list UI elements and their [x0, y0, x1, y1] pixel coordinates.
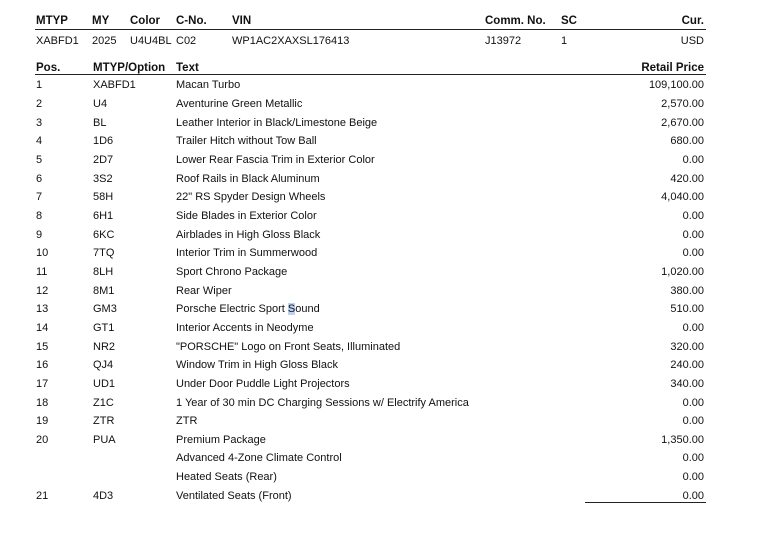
- row-pos: 7: [36, 191, 43, 203]
- row-option-code: QJ4: [93, 359, 114, 371]
- row-option-code: 1D6: [93, 135, 114, 147]
- row-option-code: 7TQ: [93, 247, 115, 259]
- label-comm-no: Comm. No.: [485, 15, 546, 27]
- row-pos: 5: [36, 154, 43, 166]
- row-price: 109,100.00: [648, 79, 704, 91]
- value-sc: 1: [561, 35, 568, 47]
- row-text: Window Trim in High Gloss Black: [176, 359, 338, 371]
- row-price: 320.00: [670, 341, 704, 353]
- row-option-code: 3S2: [93, 173, 113, 185]
- row-price: 0.00: [682, 471, 704, 483]
- row-text: Trailer Hitch without Tow Ball: [176, 135, 317, 147]
- row-text: 1 Year of 30 min DC Charging Sessions w/ Electrify America: [176, 397, 469, 409]
- row-price: 420.00: [670, 173, 704, 185]
- row-price: 510.00: [670, 303, 704, 315]
- row-pos: 11: [36, 266, 48, 278]
- row-price: 0.00: [682, 490, 704, 502]
- label-color: Color: [130, 15, 161, 27]
- row-text: Lower Rear Fascia Trim in Exterior Color: [176, 154, 375, 166]
- row-option-code: 8M1: [93, 285, 115, 297]
- value-currency: USD: [680, 35, 704, 47]
- row-text-with-selection[interactable]: [176, 303, 320, 316]
- row-option-code: PUA: [93, 434, 116, 446]
- label-mtyp: MTYP: [36, 15, 68, 27]
- row-pos: 4: [36, 135, 43, 147]
- row-text: Airblades in High Gloss Black: [176, 229, 321, 241]
- row-text: Heated Seats (Rear): [176, 471, 277, 483]
- row-text: Rear Wiper: [176, 285, 232, 297]
- row-pos: 14: [36, 322, 49, 334]
- row-option-code: 6KC: [93, 229, 115, 241]
- row-text: Leather Interior in Black/Limestone Beige: [176, 117, 378, 129]
- row-option-code: GT1: [93, 322, 115, 334]
- row-pos: 9: [36, 229, 43, 241]
- value-mtyp: XABFD1: [36, 35, 79, 47]
- value-comm-no: J13972: [485, 35, 522, 47]
- row-text: "PORSCHE" Logo on Front Seats, Illuminated: [176, 341, 401, 353]
- row-option-code: GM3: [93, 303, 117, 315]
- row-pos: 8: [36, 210, 43, 222]
- row-text: Side Blades in Exterior Color: [176, 210, 317, 222]
- row-text: Aventurine Green Metallic: [176, 98, 303, 110]
- row-price: 1,350.00: [661, 434, 704, 446]
- subtotal-rule: [585, 502, 706, 503]
- row-text: Sport Chrono Package: [176, 266, 288, 278]
- row-price: 680.00: [670, 135, 704, 147]
- label-cno: C-No.: [176, 15, 207, 27]
- row-price: 1,020.00: [661, 266, 704, 278]
- row-pos: 12: [36, 285, 49, 297]
- row-price: 2,670.00: [661, 117, 704, 129]
- row-pos: 13: [36, 303, 49, 315]
- value-color: U4U4BL: [130, 35, 172, 47]
- row-pos: 20: [36, 434, 49, 446]
- row-option-code: 6H1: [93, 210, 114, 222]
- row-pos: 1: [36, 79, 43, 91]
- row-price: 380.00: [670, 285, 704, 297]
- row-option-code: ZTR: [93, 415, 115, 427]
- row-option-code: NR2: [93, 341, 116, 353]
- row-pos: 19: [36, 415, 49, 427]
- row-pos: 16: [36, 359, 49, 371]
- row-option-code: UD1: [93, 378, 116, 390]
- row-option-code: 58H: [93, 191, 114, 203]
- row-text: Macan Turbo: [176, 79, 241, 91]
- row-price: 0.00: [682, 415, 704, 427]
- row-option-code: 2D7: [93, 154, 114, 166]
- row-text: Advanced 4-Zone Climate Control: [176, 452, 342, 464]
- row-option-code: 8LH: [93, 266, 114, 278]
- column-pos: Pos.: [36, 62, 61, 74]
- row-pos: 17: [36, 378, 49, 390]
- row-text: ZTR: [176, 415, 198, 427]
- row-pos: 18: [36, 397, 49, 409]
- row-price: 4,040.00: [661, 191, 704, 203]
- row-price: 0.00: [682, 229, 704, 241]
- row-option-code: XABFD1: [93, 79, 136, 91]
- row-text: Premium Package: [176, 434, 266, 446]
- table-header-rule: [35, 74, 706, 75]
- column-text: Text: [176, 62, 199, 74]
- row-price: 0.00: [682, 452, 704, 464]
- row-text: Roof Rails in Black Aluminum: [176, 173, 320, 185]
- row-pos: 3: [36, 117, 43, 129]
- row-price: 2,570.00: [661, 98, 704, 110]
- row-text: Ventilated Seats (Front): [176, 490, 292, 502]
- row-price: 340.00: [670, 378, 704, 390]
- row-price: 0.00: [682, 322, 704, 334]
- value-my: 2025: [92, 35, 117, 47]
- column-option-code: MTYP/Option: [93, 62, 166, 74]
- row-pos: 10: [36, 247, 49, 259]
- value-vin: WP1AC2XAXSL176413: [232, 35, 350, 47]
- row-option-code: 4D3: [93, 490, 114, 502]
- column-retail-price: Retail Price: [641, 62, 704, 74]
- row-text-part: ound: [295, 303, 320, 315]
- label-currency: Cur.: [681, 15, 704, 27]
- row-price: 0.00: [682, 247, 704, 259]
- label-my: MY: [92, 15, 110, 27]
- header-rule: [35, 29, 706, 30]
- row-pos: 21: [36, 490, 49, 502]
- row-text: 22" RS Spyder Design Wheels: [176, 191, 326, 203]
- text-selection-highlight: S: [287, 303, 296, 315]
- row-price: 0.00: [682, 210, 704, 222]
- row-text: Under Door Puddle Light Projectors: [176, 378, 350, 390]
- value-cno: C02: [176, 35, 197, 47]
- row-pos: 15: [36, 341, 49, 353]
- label-vin: VIN: [232, 15, 252, 27]
- row-pos: 6: [36, 173, 43, 185]
- row-option-code: BL: [93, 117, 107, 129]
- row-text: Interior Accents in Neodyme: [176, 322, 314, 334]
- row-pos: 2: [36, 98, 43, 110]
- row-price: 240.00: [670, 359, 704, 371]
- row-option-code: U4: [93, 98, 108, 110]
- row-price: 0.00: [682, 154, 704, 166]
- row-option-code: Z1C: [93, 397, 114, 409]
- row-text: Interior Trim in Summerwood: [176, 247, 318, 259]
- label-sc: SC: [561, 15, 577, 27]
- row-text-part: Porsche Electric Sport: [176, 303, 288, 315]
- row-price: 0.00: [682, 397, 704, 409]
